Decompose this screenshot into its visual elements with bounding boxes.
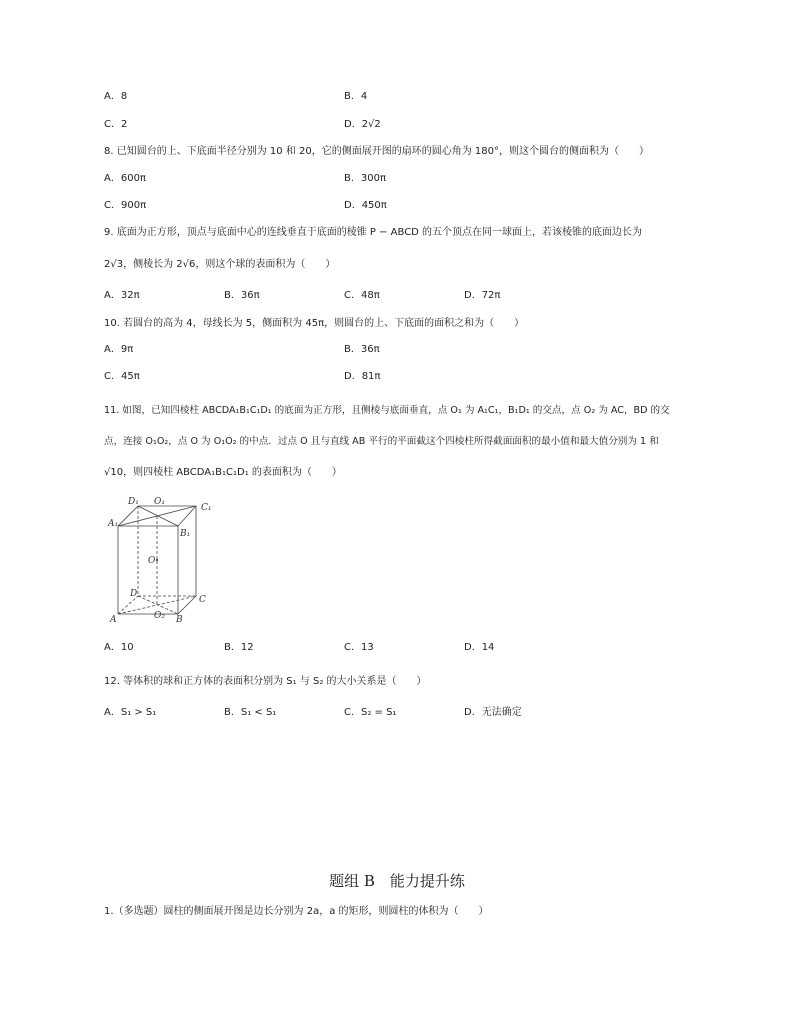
q10-option-a: A．9π: [104, 344, 134, 355]
section-title: 题组 B 能力提升练: [329, 872, 465, 890]
q8-option-a: A．600π: [104, 173, 146, 184]
label-c: C: [199, 595, 206, 605]
label-a: A: [110, 615, 117, 625]
q10-option-c: C．45π: [104, 371, 140, 382]
q11-stem-line3: √10，则四棱柱 ABCDA₁B₁C₁D₁ 的表面积为（ ）: [104, 467, 342, 478]
b1-stem: 1.（多选题）圆柱的侧面展开图是边长分别为 2a，a 的矩形，则圆柱的体积为（ ）: [104, 906, 489, 917]
q12-option-c: C．S₂ = S₁: [344, 707, 397, 718]
label-a1: A₁: [108, 519, 119, 529]
q8-option-d: D．450π: [344, 200, 387, 211]
q12-option-b: B．S₁ < S₁: [224, 707, 277, 718]
q11-option-a: A．10: [104, 642, 134, 653]
q9-option-c: C．48π: [344, 290, 380, 301]
prism-figure: [104, 492, 224, 628]
q11-option-c: C．13: [344, 642, 374, 653]
q8-stem: 8. 已知圆台的上、下底面半径分别为 10 和 20，它的侧面展开图的扇环的圆心角为 180°，则这个圆台的侧面积为（ ）: [104, 146, 649, 157]
q8-option-c: C．900π: [104, 200, 147, 211]
q10-option-b: B．36π: [344, 344, 380, 355]
q10-option-d: D．81π: [344, 371, 381, 382]
q7-option-d: D．2√2: [344, 119, 381, 130]
q12-option-d: D．无法确定: [464, 707, 522, 718]
q9-option-a: A．32π: [104, 290, 140, 301]
label-o2: O₂: [154, 611, 165, 621]
q9-option-d: D．72π: [464, 290, 501, 301]
label-o1: O₁: [154, 497, 165, 507]
label-d1: D₁: [128, 497, 139, 507]
q7-option-b: B．4: [344, 91, 368, 102]
label-o: O: [148, 556, 156, 566]
q8-option-b: B．300π: [344, 173, 386, 184]
label-d: D: [130, 589, 138, 599]
label-b1: B₁: [180, 529, 191, 539]
q11-option-d: D．14: [464, 642, 495, 653]
label-b: B: [176, 615, 183, 625]
q10-stem: 10. 若圆台的高为 4，母线长为 5，侧面积为 45π，则圆台的上、下底面的面积之和为（ ）: [104, 318, 525, 329]
q7-option-c: C．2: [104, 119, 128, 130]
q9-stem: 9. 底面为正方形，顶点与底面中心的连线垂直于底面的棱锥 P − ABCD 的五个顶点在同一球面上，若该棱锥的底面边长为: [104, 227, 643, 238]
q9-stem-line2: 2√3，侧棱长为 2√6，则这个球的表面积为（ ）: [104, 259, 336, 270]
label-c1: C₁: [201, 503, 212, 513]
q12-option-a: A．S₁ > S₁: [104, 707, 157, 718]
q7-option-a: A．8: [104, 91, 128, 102]
q12-stem: 12. 等体积的球和正方体的表面积分别为 S₁ 与 S₂ 的大小关系是（ ）: [104, 676, 427, 687]
q11-option-b: B．12: [224, 642, 254, 653]
q11-stem: 11. 如图，已知四棱柱 ABCDA₁B₁C₁D₁ 的底面为正方形，且侧棱与底面垂直，点 O₁ 为 A₁C₁，B₁D₁ 的交点，点 O₂ 为 AC，BD 的交: [104, 405, 670, 416]
q11-stem-line2: 点，连接 O₁O₂，点 O 为 O₁O₂ 的中点．过点 O 且与直线 AB 平行的平面截这个四棱柱所得截面面积的最小值和最大值分别为 1 和: [104, 436, 659, 447]
q9-option-b: B．36π: [224, 290, 260, 301]
